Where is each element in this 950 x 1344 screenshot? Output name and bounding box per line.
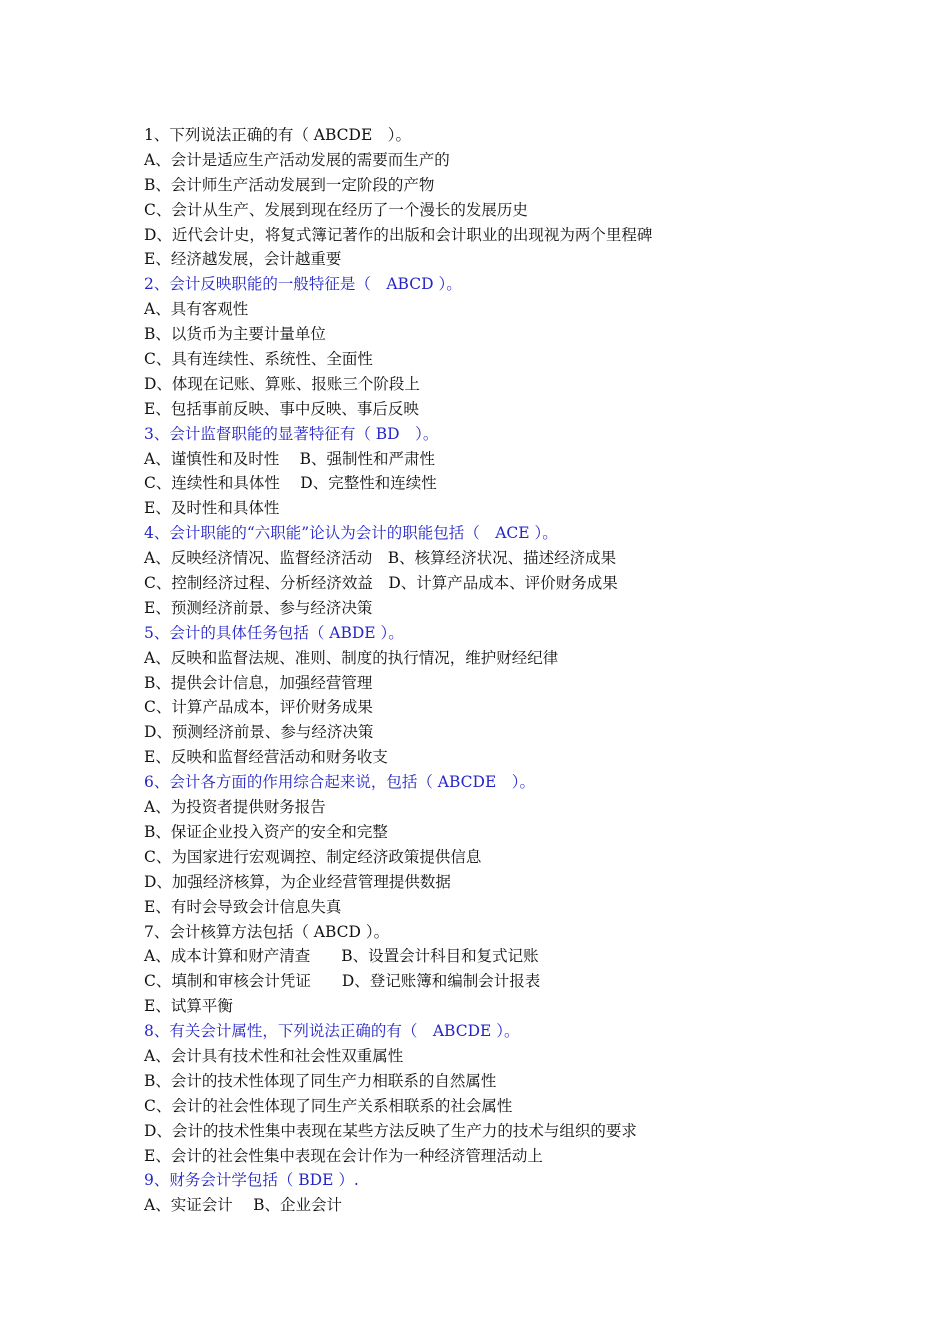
option-line: C、连续性和具体性 D、完整性和连续性 xyxy=(144,474,437,493)
option-line: C、控制经济过程、分析经济效益 D、计算产品成本、评价财务成果 xyxy=(144,574,618,593)
option-line: A、具有客观性 xyxy=(144,300,249,319)
option-line: D、加强经济核算，为企业经营管理提供数据 xyxy=(144,872,451,891)
option-line: B、会计的技术性体现了同生产力相联系的自然属性 xyxy=(144,1071,497,1090)
question-line: 2、会计反映职能的一般特征是（ ABCD ）。 xyxy=(144,275,462,294)
option-line: A、为投资者提供财务报告 xyxy=(144,798,326,817)
question-line: 1、下列说法正确的有（ ABCDE ）。 xyxy=(144,126,412,144)
option-line: D、会计的技术性集中表现在某些方法反映了生产力的技术与组织的要求 xyxy=(144,1121,637,1140)
question-line: 4、会计职能的“六职能”论认为会计的职能包括（ ACE ）。 xyxy=(144,524,558,543)
question-line: 5、会计的具体任务包括（ ABDE ）。 xyxy=(144,623,404,642)
option-line: D、体现在记账、算账、报账三个阶段上 xyxy=(144,374,420,393)
question-line: 3、会计监督职能的显著特征有（ BD ）。 xyxy=(144,424,439,443)
option-line: C、填制和审核会计凭证 D、登记账簿和编制会计报表 xyxy=(144,972,541,991)
question-line: 6、会计各方面的作用综合起来说，包括（ ABCDE ）。 xyxy=(144,773,536,792)
option-line: E、反映和监督经营活动和财务收支 xyxy=(144,748,388,767)
option-line: C、为国家进行宏观调控、制定经济政策提供信息 xyxy=(144,847,482,866)
option-line: A、成本计算和财产清查 B、设置会计科目和复式记账 xyxy=(144,947,539,966)
option-line: E、预测经济前景、参与经济决策 xyxy=(144,598,373,617)
question-line: 9、财务会计学包括（ BDE ）. xyxy=(144,1171,359,1190)
option-line: E、经济越发展，会计越重要 xyxy=(144,250,342,269)
option-line: A、会计具有技术性和社会性双重属性 xyxy=(144,1046,404,1065)
option-line: E、试算平衡 xyxy=(144,997,233,1016)
option-line: C、具有连续性、系统性、全面性 xyxy=(144,350,373,369)
option-line: A、会计是适应生产活动发展的需要而生产的 xyxy=(144,150,450,169)
option-line: C、计算产品成本，评价财务成果 xyxy=(144,698,373,717)
option-line: A、谨慎性和及时性 B、强制性和严肃性 xyxy=(144,449,436,468)
option-line: B、会计师生产活动发展到一定阶段的产物 xyxy=(144,175,435,194)
option-line: E、及时性和具体性 xyxy=(144,499,280,518)
question-line: 8、有关会计属性，下列说法正确的有（ ABCDE ）。 xyxy=(144,1022,520,1041)
question-line: 7、会计核算方法包括（ ABCD ）。 xyxy=(144,922,390,941)
option-line: D、预测经济前景、参与经济决策 xyxy=(144,723,374,742)
option-line: B、以货币为主要计量单位 xyxy=(144,325,326,344)
option-line: A、反映和监督法规、准则、制度的执行情况，维护财经纪律 xyxy=(144,648,559,667)
option-line: B、保证企业投入资产的安全和完整 xyxy=(144,822,388,841)
option-line: C、会计的社会性体现了同生产关系相联系的社会属性 xyxy=(144,1096,513,1115)
option-line: A、反映经济情况、监督经济活动 B、核算经济状况、描述经济成果 xyxy=(144,549,617,568)
option-line: C、会计从生产、发展到现在经历了一个漫长的发展历史 xyxy=(144,200,528,219)
option-line: E、包括事前反映、事中反映、事后反映 xyxy=(144,399,419,418)
option-line: A、实证会计 B、企业会计 xyxy=(144,1196,343,1215)
option-line: E、有时会导致会计信息失真 xyxy=(144,897,342,916)
option-line: E、会计的社会性集中表现在会计作为一种经济管理活动上 xyxy=(144,1146,543,1165)
document-body xyxy=(144,123,844,1218)
option-line: D、近代会计史，将复式簿记著作的出版和会计职业的出现视为两个里程碑 xyxy=(144,225,653,244)
option-line: B、提供会计信息，加强经营管理 xyxy=(144,673,373,692)
